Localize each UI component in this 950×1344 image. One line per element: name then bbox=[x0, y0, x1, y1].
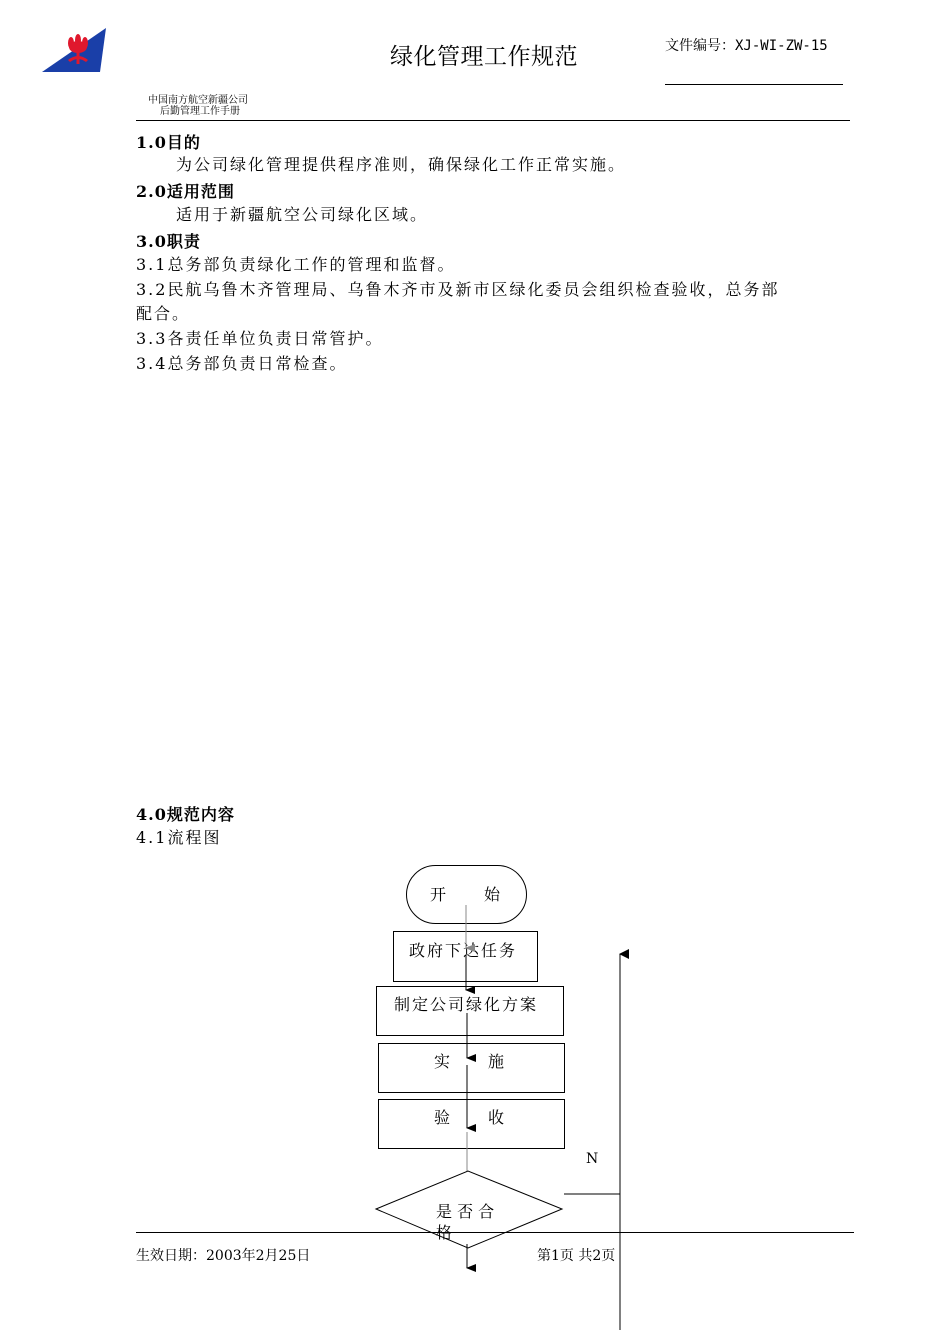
section-2-heading: 2.0适用范围 bbox=[136, 182, 235, 201]
section-4-1: 4.1流程图 bbox=[136, 828, 222, 847]
section-1-heading: 1.0目的 bbox=[136, 133, 201, 152]
page-number: 第1页 共2页 bbox=[537, 1248, 616, 1264]
flow-step-2-label: 制定公司绿化方案 bbox=[394, 995, 539, 1014]
company-line-1: 中国南方航空新疆公司 bbox=[148, 95, 248, 106]
effective-date: 生效日期：2003年2月25日 bbox=[136, 1248, 311, 1264]
flow-no-label: N bbox=[586, 1151, 601, 1167]
footer-divider bbox=[136, 1232, 854, 1233]
document-title: 绿化管理工作规范 bbox=[390, 44, 578, 70]
section-3-4: 3.4总务部负责日常检查。 bbox=[136, 354, 348, 373]
section-1-text: 为公司绿化管理提供程序准则，确保绿化工作正常实施。 bbox=[176, 155, 627, 174]
section-3-1: 3.1总务部负责绿化工作的管理和监督。 bbox=[136, 255, 456, 274]
section-3-2-line-2: 配合。 bbox=[136, 304, 191, 323]
section-2-text: 适用于新疆航空公司绿化区域。 bbox=[176, 205, 429, 224]
section-3-2-line-1: 3.2民航乌鲁木齐管理局、乌鲁木齐市及新市区绿化委员会组织检查验收，总务部 bbox=[136, 280, 780, 299]
section-3-3: 3.3各责任单位负责日常管护。 bbox=[136, 329, 384, 348]
flow-step-1-label: 政府下达任务 bbox=[409, 941, 518, 960]
flow-decision-label-1: 是 否 合 bbox=[436, 1202, 495, 1221]
section-4-heading: 4.0规范内容 bbox=[136, 805, 235, 824]
document-number: 文件编号：XJ-WI-ZW-15 bbox=[665, 38, 828, 54]
section-3-heading: 3.0职责 bbox=[136, 232, 201, 251]
company-line-2: 后勤管理工作手册 bbox=[160, 106, 240, 117]
flow-start-label: 开 始 bbox=[430, 885, 503, 904]
flow-decision-label-2: 格 bbox=[436, 1223, 453, 1242]
flow-step-4-label: 验 收 bbox=[434, 1108, 507, 1127]
flow-step-3-label: 实 施 bbox=[434, 1052, 507, 1071]
